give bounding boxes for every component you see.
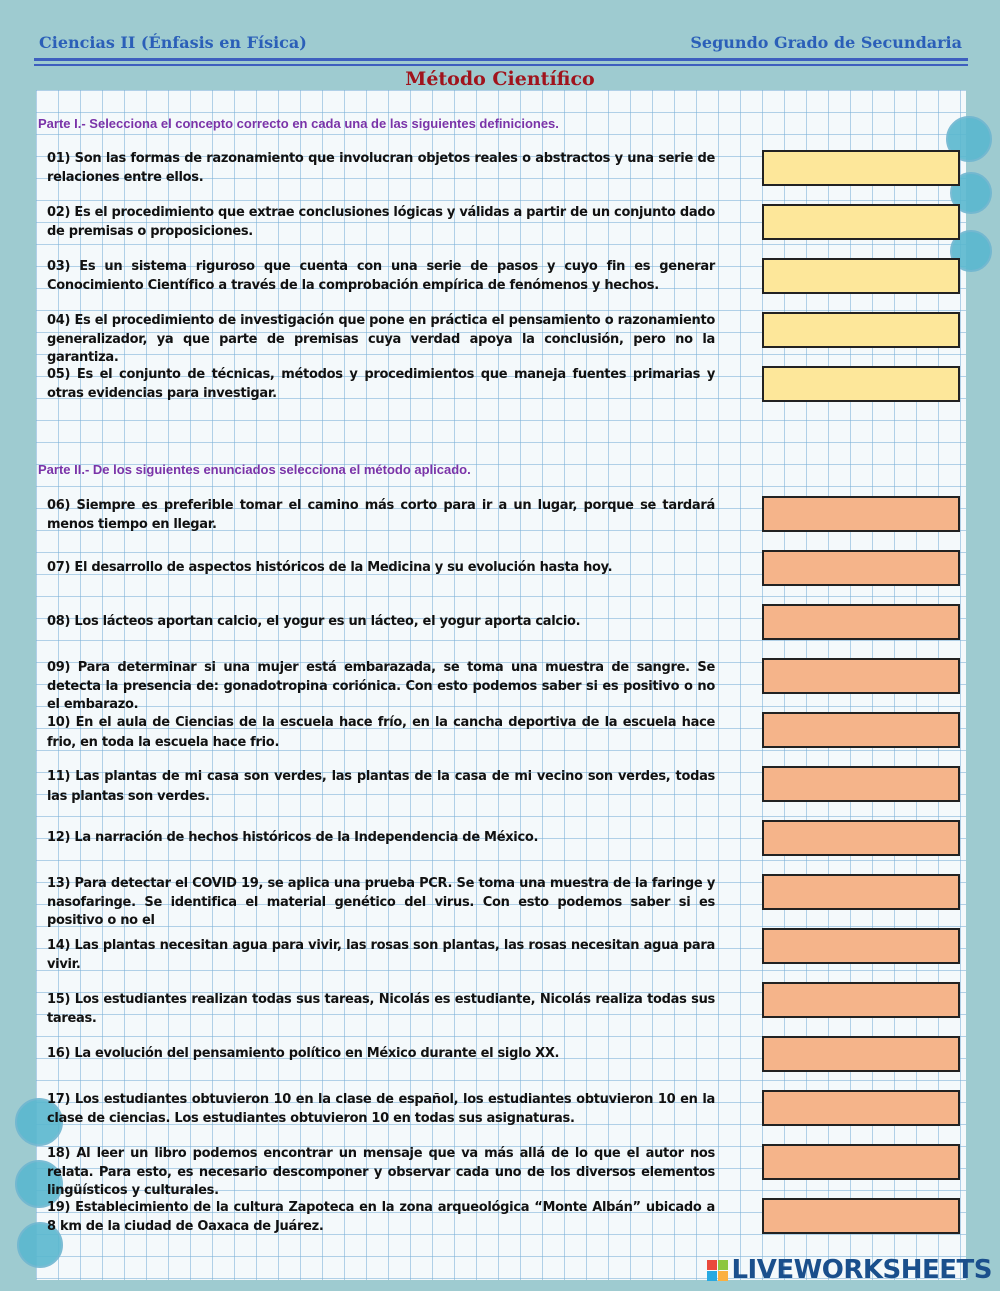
answer-box-06[interactable] — [762, 496, 960, 532]
question-11: 11) Las plantas de mi casa son verdes, las plantas de la casa de mi vecino son verdes, todas las plantas son verdes. — [47, 769, 715, 804]
header-rule — [34, 58, 968, 61]
answer-box-02[interactable] — [762, 204, 960, 240]
question-18: 18) Al leer un libro podemos encontrar un mensaje que va más allá de lo que el autor nos relata. Para esto, es necesario descomponer y observar cada uno de los diversos elementos lingüísticos y culturales. — [47, 1146, 715, 1198]
question-08: 08) Los lácteos aportan calcio, el yogur es un lácteo, el yogur aporta calcio. — [47, 614, 581, 629]
answer-box-07[interactable] — [762, 550, 960, 586]
question-07: 07) El desarrollo de aspectos históricos de la Medicina y su evolución hasta hoy. — [47, 560, 613, 575]
page-title: Método Científico — [405, 68, 595, 90]
answer-box-15[interactable] — [762, 982, 960, 1018]
answer-box-04[interactable] — [762, 312, 960, 348]
header-rule — [34, 64, 968, 66]
question-19: 19) Establecimiento de la cultura Zapoteca en la zona arqueológica “Monte Albán” ubicado a 8 km de la ciudad de Oaxaca de Juárez. — [47, 1200, 715, 1234]
answer-box-05[interactable] — [762, 366, 960, 402]
question-06: 06) Siempre es preferible tomar el camino más corto para ir a un lugar, porque se tardará menos tiempo en llegar. — [47, 498, 715, 532]
question-14: 14) Las plantas necesitan agua para vivir, las rosas son plantas, las rosas necesitan agua para vivir. — [47, 938, 715, 972]
answer-box-08[interactable] — [762, 604, 960, 640]
question-09: 09) Para determinar si una mujer está embarazada, se toma una muestra de sangre. Se detecta la presencia de: gonadotropina coriónica. Con esto podemos saber si es positivo o no el embarazo. — [47, 660, 715, 712]
question-15: 15) Los estudiantes realizan todas sus tareas, Nicolás es estudiante, Nicolás realiza todas sus tareas. — [47, 992, 715, 1026]
subject-label: Ciencias II (Énfasis en Física) — [39, 33, 307, 52]
question-03: 03) Es un sistema riguroso que cuenta con una serie de pasos y cuyo fin es generar Conocimiento Científico a través de la comprobación empírica de fenómenos y hechos. — [47, 259, 715, 293]
liveworksheets-logo[interactable] — [707, 1255, 992, 1285]
question-17: 17) Los estudiantes obtuvieron 10 en la clase de español, los estudiantes obtuvieron 10 en la clase de ciencias. Los estudiantes obtuvieron 10 en todas sus asignaturas. — [47, 1092, 715, 1126]
answer-box-16[interactable] — [762, 1036, 960, 1072]
answer-box-10[interactable] — [762, 712, 960, 748]
part2-heading: Parte II.- De los siguientes enunciados selecciona el método aplicado. — [38, 462, 471, 477]
question-01: 01) Son las formas de razonamiento que involucran objetos reales o abstractos y una serie de relaciones entre ellos. — [47, 151, 715, 185]
answer-box-14[interactable] — [762, 928, 960, 964]
answer-box-03[interactable] — [762, 258, 960, 294]
question-16: 16) La evolución del pensamiento político en México durante el siglo XX. — [47, 1046, 560, 1061]
answer-box-17[interactable] — [762, 1090, 960, 1126]
question-02: 02) Es el procedimiento que extrae conclusiones lógicas y válidas a partir de un conjunto dado de premisas o proposiciones. — [47, 205, 715, 239]
answer-box-01[interactable] — [762, 150, 960, 186]
logo-icon — [707, 1260, 728, 1281]
answer-box-12[interactable] — [762, 820, 960, 856]
question-05: 05) Es el conjunto de técnicas, métodos y procedimientos que maneja fuentes primarias y otras evidencias para investigar. — [47, 367, 715, 401]
answer-box-11[interactable] — [762, 766, 960, 802]
question-04: 04) Es el procedimiento de investigación que pone en práctica el pensamiento o razonamiento generalizador, ya que parte de premisas cuya verdad apoya la conclusión, pero no la garantiza. — [47, 313, 715, 365]
question-13: 13) Para detectar el COVID 19, se aplica una prueba PCR. Se toma una muestra de la faringe y nasofaringe. Se identifica el material genético del virus. Con esto podemos saber si es positivo o no el — [47, 876, 715, 928]
grade-label: Segundo Grado de Secundaria — [690, 33, 962, 52]
answer-box-18[interactable] — [762, 1144, 960, 1180]
question-10: 10) En el aula de Ciencias de la escuela hace frío, en la cancha deportiva de la escuela hace frio, en toda la escuela hace frio. — [47, 715, 715, 750]
question-12: 12) La narración de hechos históricos de la Independencia de México. — [47, 830, 539, 845]
answer-box-19[interactable] — [762, 1198, 960, 1234]
part1-heading: Parte I.- Selecciona el concepto correcto en cada una de las siguientes definiciones. — [38, 116, 559, 131]
answer-box-13[interactable] — [762, 874, 960, 910]
logo-text: LIVEWORKSHEETS — [731, 1255, 992, 1285]
answer-box-09[interactable] — [762, 658, 960, 694]
